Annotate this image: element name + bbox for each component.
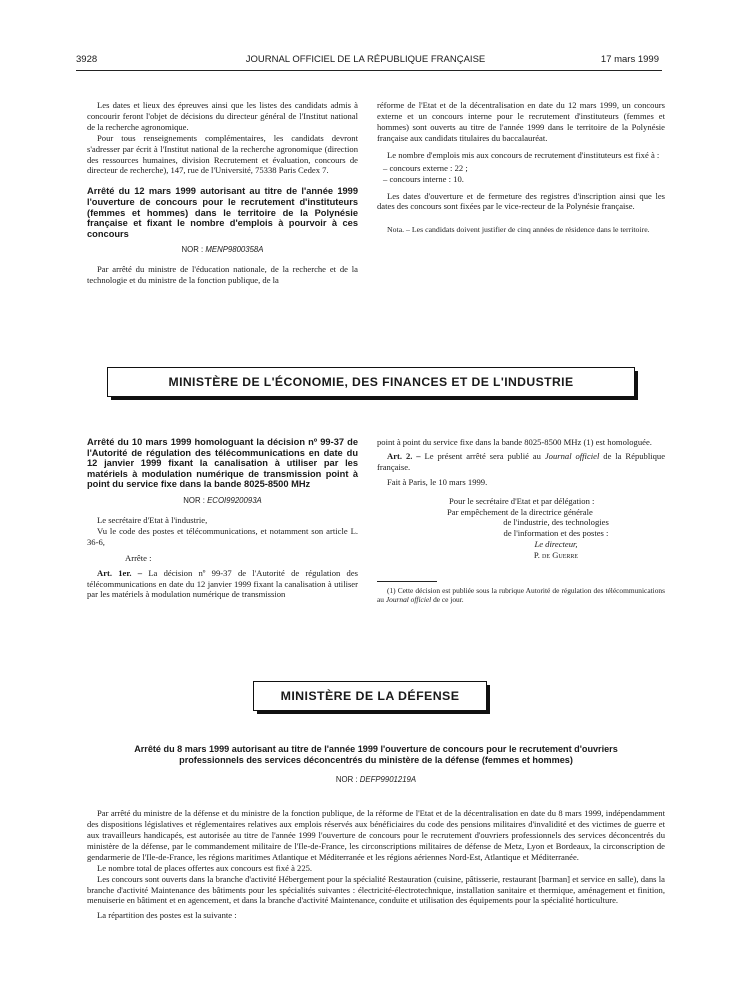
nor-code: DEFP9901219A <box>359 775 417 785</box>
nor-reference <box>87 245 358 254</box>
paragraph: Les dates d'ouverture et de fermeture des registres d'inscription ainsi que les dates des concours sont fixées par le vice-recteur de la Polynésie française. <box>377 190 665 212</box>
emplois-list <box>377 163 665 185</box>
section1-left-column <box>87 100 358 286</box>
nor-code: MENP9800358A <box>205 245 264 255</box>
signature-block <box>377 496 665 561</box>
nor-reference <box>87 496 358 505</box>
sig-line: de l'industrie, des technologies <box>503 517 609 528</box>
sig-line: de l'information et des postes : <box>503 528 609 539</box>
issue-date: 17 mars 1999 <box>600 54 659 65</box>
sig-line: Pour le secrétaire d'Etat et par délégation : <box>449 495 595 506</box>
list-item: – concours interne : 10. <box>383 173 464 184</box>
section3 <box>87 744 665 921</box>
paragraph: Les concours sont ouverts dans la branche d'activité Hébergement pour la spécialité Restauration (cuisine, pâtisserie, restaurant [barman] et service en salle), dans la branche d'activité Maintenance des bâtiments pour les spécialités suivantes : électricité-électrotechnique, installation sanitaire et thermique, aménagement et finition, menuiserie en bâtiment et en agencement, et dans la branche d'activité Maintenance, conduite et utilisation des équipements pour la spécialité horticulture. <box>87 873 665 906</box>
ministry-heading-defense <box>253 681 487 711</box>
article-2 <box>377 451 665 473</box>
nor-label: NOR : <box>181 245 204 255</box>
paragraph: Le nombre d'emplois mis aux concours de recrutement d'instituteurs est fixé à : <box>387 149 660 160</box>
article-text: Le présent arrêté sera publié au <box>424 450 541 461</box>
fait-a-paris: Fait à Paris, le 10 mars 1999. <box>387 476 488 487</box>
footnote <box>377 586 665 604</box>
list-item: – concours externe : 22 ; <box>383 162 468 173</box>
paragraph: réforme de l'Etat et de la décentralisation en date du 12 mars 1999, un concours externe et un concours interne pour le recrutement d'instituteurs (femmes et hommes) sont ouverts au titre de l'année 1999 dans le territoire de la Polynésie française aux candidats titulaires du baccalauréat. <box>377 100 665 143</box>
paragraph: Le nombre total de places offertes aux concours est fixé à 225. <box>97 862 313 873</box>
signatory-name: P. de Guerre <box>533 550 579 561</box>
paragraph: Les dates et lieux des épreuves ainsi que les listes des candidats admis à concourir feront l'objet de décisions du directeur général de l'Institut national de la recherche agronomique. <box>87 100 358 132</box>
nota: Nota. – Les candidats doivent justifier de cinq années de résidence dans le territoire. <box>387 225 650 235</box>
nor-code: ECOI9920093A <box>207 495 262 505</box>
footnote-rule <box>377 581 437 582</box>
header-rule <box>76 70 662 71</box>
nor-label: NOR : <box>183 495 205 505</box>
article-1 <box>87 568 358 601</box>
paragraph: Le secrétaire d'Etat à l'industrie, <box>97 514 208 525</box>
article-text-end: de la République française. <box>377 450 666 472</box>
ministry-title: MINISTÈRE DE L'ÉCONOMIE, DES FINANCES ET DE L'INDUSTRIE <box>168 375 574 389</box>
journal-title: JOURNAL OFFICIEL DE LA RÉPUBLIQUE FRANÇAISE <box>245 54 486 65</box>
arrete-word: Arrête : <box>125 552 152 563</box>
page-number: 3928 <box>76 54 98 65</box>
ministry-title: MINISTÈRE DE LA DÉFENSE <box>280 689 460 703</box>
section1-right-column <box>377 100 665 234</box>
journal-officiel-ref: Journal officiel <box>385 595 432 605</box>
paragraph: Par arrêté du ministre de la défense et du ministre de la fonction publique, de la réforme de l'Etat et de la décentralisation en date du 8 mars 1999, indépendamment des dispositions législatives et réglementaires relatives aux emplois réservés aux bénéficiaires du code des pensions militaires d'invalidité et des victimes de guerre et aux travailleurs handicapés, est autorisée au titre de l'année 1999 l'ouverture de concours pour le recrutement d'ouvriers professionnels des services déconcentrés du ministère de la défense, par le commandement militaire de l'Ile-de-France, les circonscriptions militaires de défense de Metz, Lyon et Bordeaux, la circonscription de gendarmerie de l'Ile-de-France, les régions maritimes Atlantique et Méditerranée et les régions aériennes Nord-Est, Atlantique et Méditerranée. <box>87 808 665 862</box>
paragraph: Par arrêté du ministre de l'éducation nationale, de la recherche et de la technologie et du ministre de la fonction publique, de la <box>87 264 358 286</box>
nor-reference <box>87 775 665 784</box>
paragraph: Vu le code des postes et télécommunications, et notamment son article L. 36-6, <box>87 525 358 547</box>
paragraph: La répartition des postes est la suivante : <box>97 910 237 921</box>
nor-label: NOR : <box>335 775 358 785</box>
arrete-title: Arrêté du 8 mars 1999 autorisant au titre de l'année 1999 l'ouverture de concours pour le recrutement d'ouvriers professionnels des services déconcentrés du ministère de la défense (femmes et hommes) <box>134 744 618 765</box>
section2-left-column <box>87 437 358 600</box>
paragraph: point à point du service fixe dans la bande 8025-8500 MHz (1) est homologuée. <box>377 437 652 447</box>
signatory-title: Le directeur, <box>534 539 578 550</box>
journal-officiel-ref: Journal officiel <box>544 450 600 461</box>
footnote-text-end: de ce jour. <box>433 595 464 605</box>
footnote-text: (1) Cette décision est publiée sous la rubrique Autorité de régulation des télécommunications au <box>377 586 665 605</box>
arrete-title: Arrêté du 12 mars 1999 autorisant au titre de l'année 1999 l'ouverture de concours pour le recrutement d'instituteurs (femmes et hommes) dans le territoire de la Polynésie française et fixant le nombre d'emplois à pourvoir à ces concours <box>87 186 358 239</box>
ministry-heading-economie <box>107 367 635 397</box>
sig-line: Par empêchement de la directrice générale <box>447 506 593 517</box>
paragraph: Pour tous renseignements complémentaires, les candidats devront s'adresser par écrit à l'Institut national de la recherche agronomique (direction des ressources humaines, division Recrutement et évaluation, concours de directeur de recherche), 147, rue de l'Université, 75338 Paris Cedex 7. <box>87 132 358 176</box>
article-text: La décision nº 99-37 de l'Autorité de régulation des télécommunications en date du 12 janvier 1999 fixant la canalisation à utiliser par les matériels à modulation numérique de transmission <box>87 567 358 600</box>
arrete-title: Arrêté du 10 mars 1999 homologuant la décision nº 99-37 de l'Autorité de régulation des télécommunications en date du 12 janvier 1999 fixant la canalisation à utiliser par les matériels à modulation numérique de transmission point à point du service fixe dans la bande 8025-8500 MHz <box>87 437 358 490</box>
article-label: Art. 2. – <box>387 450 421 461</box>
section2-right-column <box>377 437 665 604</box>
article-label: Art. 1er. – <box>97 567 143 578</box>
